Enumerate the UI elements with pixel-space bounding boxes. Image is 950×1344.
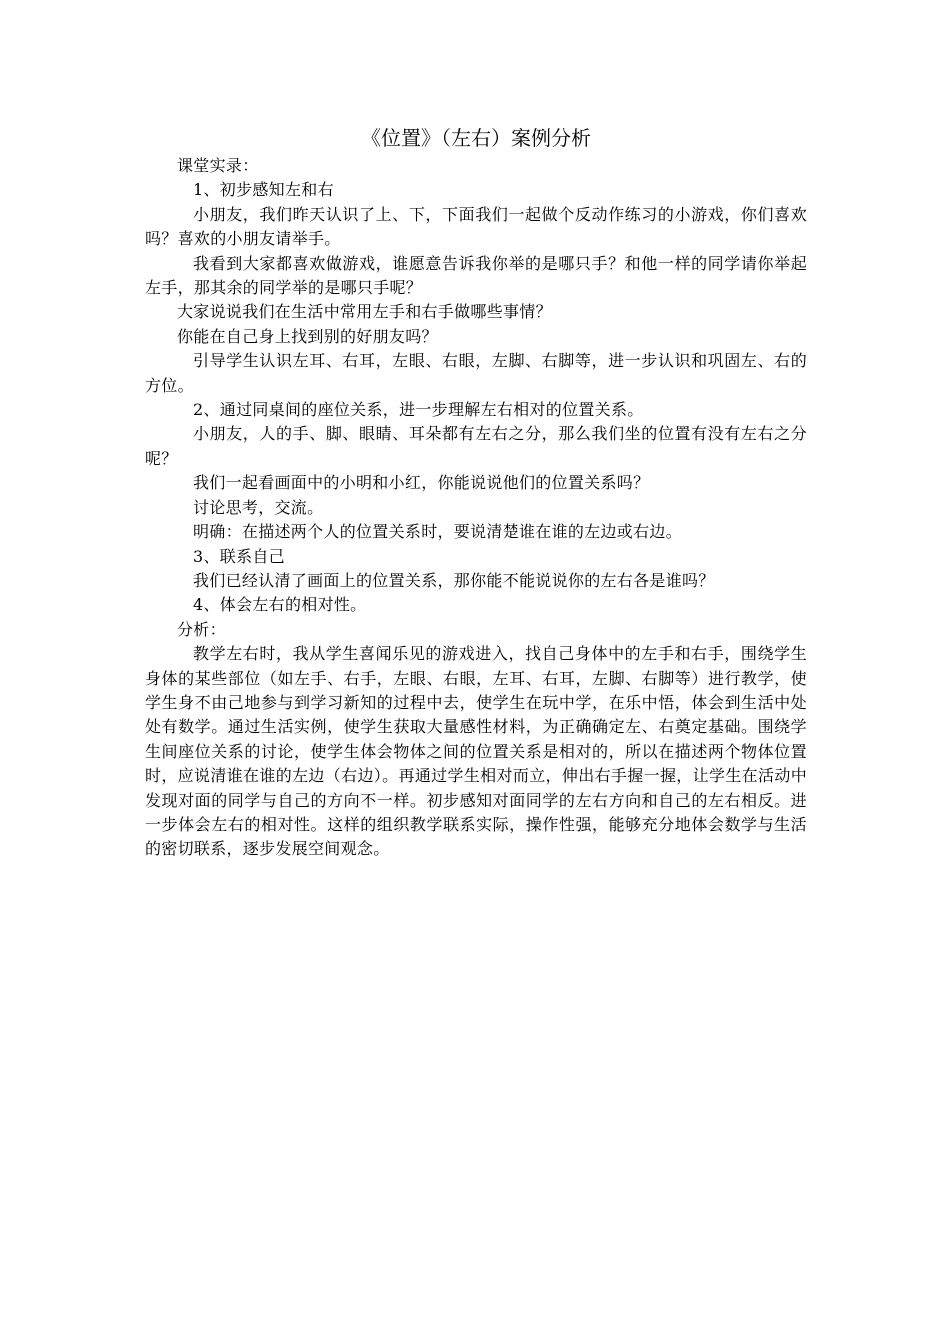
document-title: 《位置》（左右）案例分析: [361, 126, 591, 150]
paragraph-analysis-heading: 分析：: [177, 619, 226, 639]
paragraph-classroom-record: 课堂实录：: [177, 156, 259, 175]
paragraph-game-intro: 小朋友，我们昨天认识了上、下，下面我们一起做个反动作练习的小游戏，你们喜欢吗？喜欢的小朋友请举手。: [145, 204, 807, 249]
paragraph-step-1-heading: 1、初步感知左和右: [193, 180, 334, 200]
paragraph-raise-hand: 我看到大家都喜欢做游戏，谁愿意告诉我你举的是哪只手？和他一样的同学请你举起左手，那其余的同学举的是哪只手呢？: [145, 253, 807, 298]
paragraph-guide-students: 引导学生认识左耳、右耳，左眼、右眼，左脚、右脚等，进一步认识和巩固左、右的方位。: [145, 351, 807, 395]
paragraph-step-3-heading: 3、联系自己: [193, 546, 285, 566]
paragraph-daily-life: 大家说说我们在生活中常用左手和右手做哪些事情？: [177, 302, 552, 322]
paragraph-connect-self: 我们已经认清了画面上的位置关系，那你能不能说说你的左右各是谁吗？: [193, 570, 715, 590]
paragraph-discussion: 讨论思考，交流。: [193, 497, 324, 517]
paragraph-step-4-heading: 4、体会左右的相对性。: [193, 595, 367, 615]
paragraph-seat-question: 小朋友，人的手、脚、眼睛、耳朵都有左右之分，那么我们坐的位置有没有左右之分呢？: [145, 424, 807, 468]
paragraph-find-friends: 你能在自己身上找到别的好朋友吗？: [177, 326, 438, 346]
paragraph-step-2-heading: 2、通过同桌间的座位关系，进一步理解左右相对的位置关系。: [193, 400, 644, 420]
paragraph-analysis-body: 教学左右时，我从学生喜闻乐见的游戏进入，找自己身体中的左手和右手，围绕学生身体的某些部位（如左手、右手，左眼、右眼，左耳、右耳，左脚、右脚等）进行教学，使学生身不由己地参与到学习新知的过程中去，使学生在玩中学，在乐中悟，体会到生活中处处有数学。通过生活实例，使学生获取大量感性材料，为正确确定左、右奠定基础。围绕学生间座位关系的讨论，使学生体会物体之间的位置关系是相对的，所以在描述两个物体位置时，应说清谁在谁的左边（右边）。再通过学生相对而立，伸出右手握一握，让学生在活动中发现对面的同学与自己的方向不一样。初步感知对面同学的左右方向和自己的左右相反。进一步体会左右的相对性。这样的组织教学联系实际，操作性强，能够充分地体会数学与生活的密切联系，逐步发展空间观念。: [145, 644, 807, 859]
paragraph-clarify: 明确：在描述两个人的位置关系时，要说清楚谁在谁的左边或右边。: [193, 522, 683, 542]
document-page: [145, 122, 807, 862]
paragraph-look-picture: 我们一起看画面中的小明和小红，你能说说他们的位置关系吗？: [193, 473, 650, 493]
